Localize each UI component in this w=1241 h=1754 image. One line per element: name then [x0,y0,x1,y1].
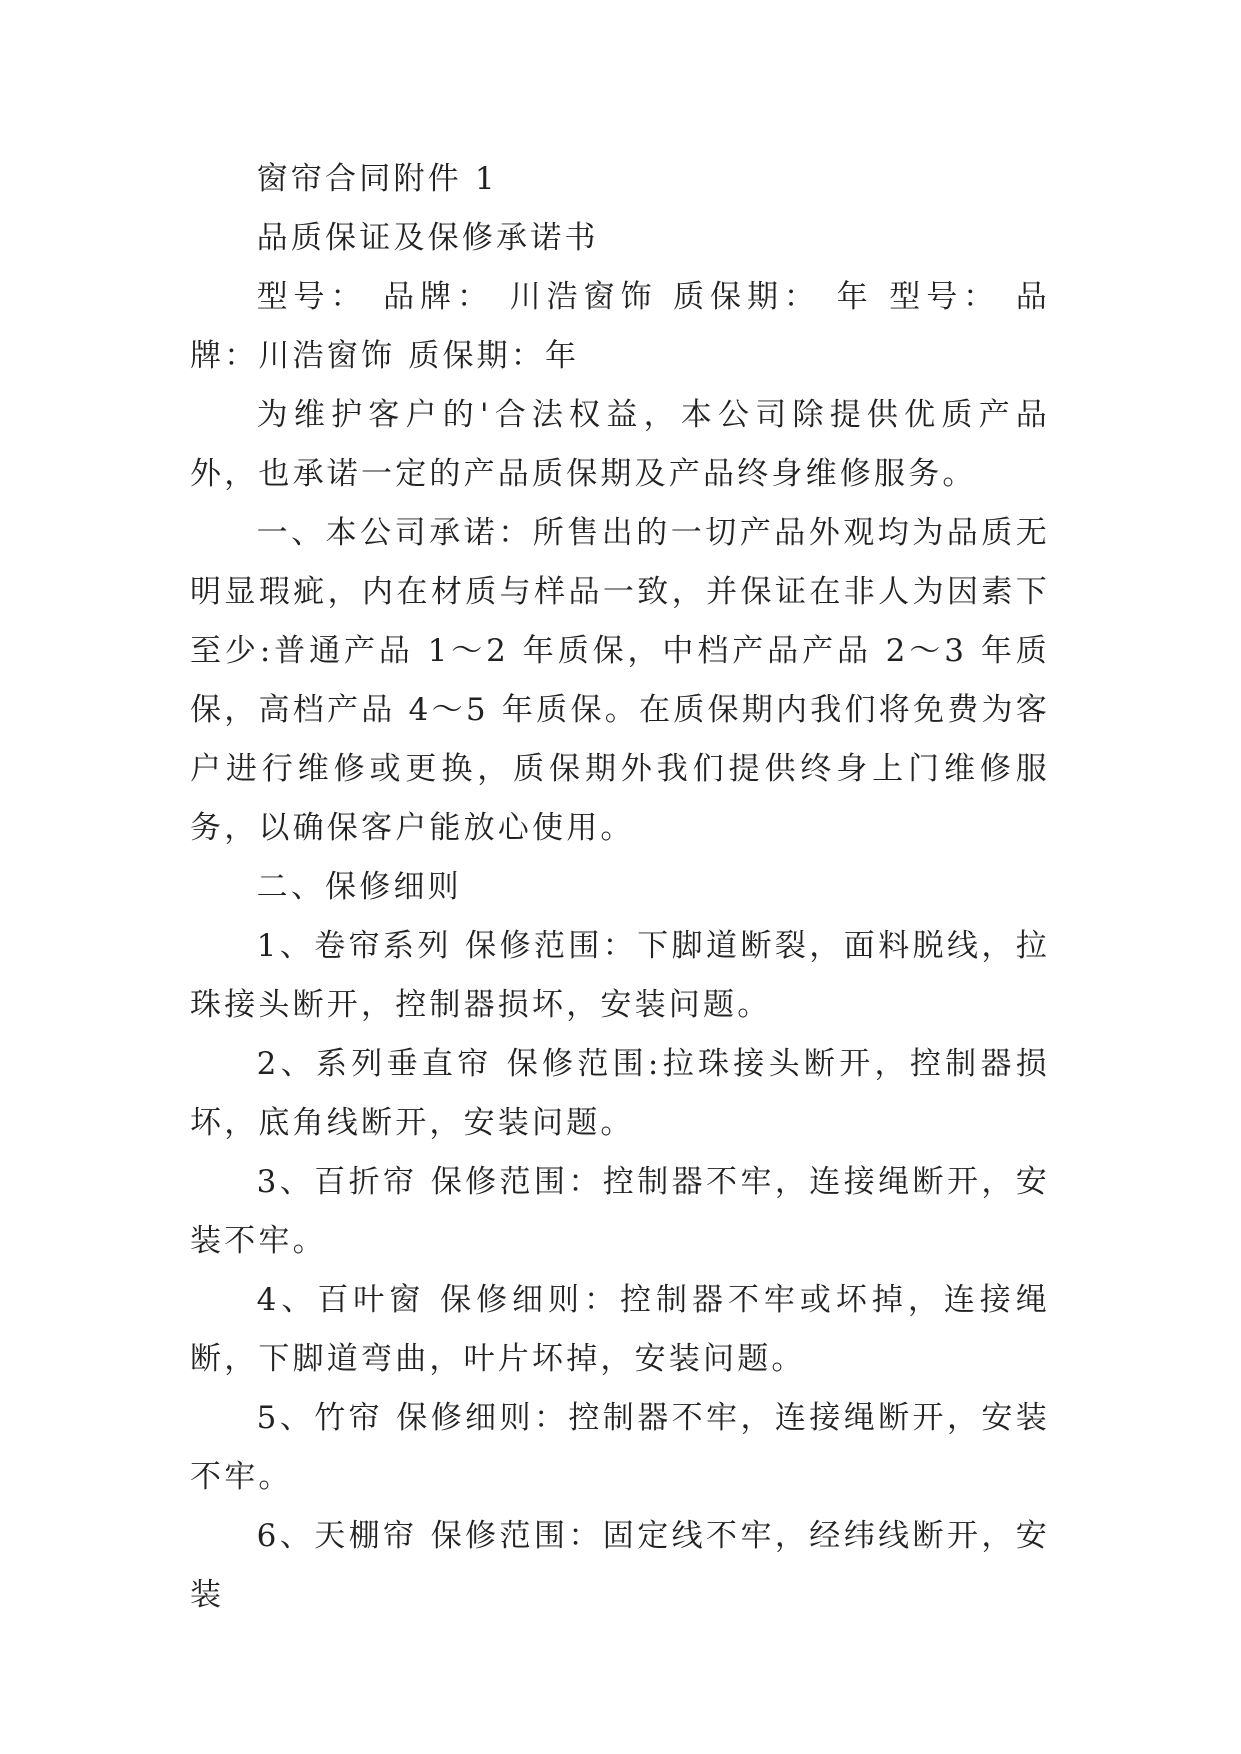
warranty-item-roller-blind: 1、卷帘系列 保修范围：下脚道断裂，面料脱线，拉珠接头断开，控制器损坏，安装问题。 [190,928,1050,1023]
section-2-heading: 二、保修细则 [256,869,462,905]
product-meta-line: 型号： 品牌： 川浩窗饰 质保期： 年 型号： 品牌：川浩窗饰 质保期：年 [190,279,1050,374]
document-body [190,150,1050,1625]
warranty-item-pleated-blind: 3、百折帘 保修范围：控制器不牢，连接绳断开，安装不牢。 [190,1164,1050,1259]
document-subtitle: 品质保证及保修承诺书 [256,220,599,256]
warranty-item-vertical-blind: 2、系列垂直帘 保修范围:拉珠接头断开，控制器损坏，底角线断开，安装问题。 [190,1046,1050,1141]
section-1-paragraph: 一、本公司承诺：所售出的一切产品外观均为品质无明显瑕疵，内在材质与样品一致，并保证在非人为因素下至少:普通产品 1～2 年质保，中档产品产品 2～3 年质保，高档产品 4～5 年质保。在质保期内我们将免费为客户进行维修或更换，质保期外我们提供终身上门维修服务，以确保客户能放心使用。 [190,515,1050,846]
warranty-item-bamboo-blind: 5、竹帘 保修细则：控制器不牢，连接绳断开，安装不牢。 [190,1400,1050,1495]
document-title: 窗帘合同附件 1 [256,161,498,197]
warranty-item-skylight-blind: 6、天棚帘 保修范围：固定线不牢，经纬线断开，安装 [190,1518,1050,1613]
intro-paragraph: 为维护客户的'合法权益，本公司除提供优质产品外，也承诺一定的产品质保期及产品终身维修服务。 [190,397,1050,492]
warranty-item-venetian-blind: 4、百叶窗 保修细则：控制器不牢或坏掉，连接绳断，下脚道弯曲，叶片坏掉，安装问题。 [190,1282,1050,1377]
